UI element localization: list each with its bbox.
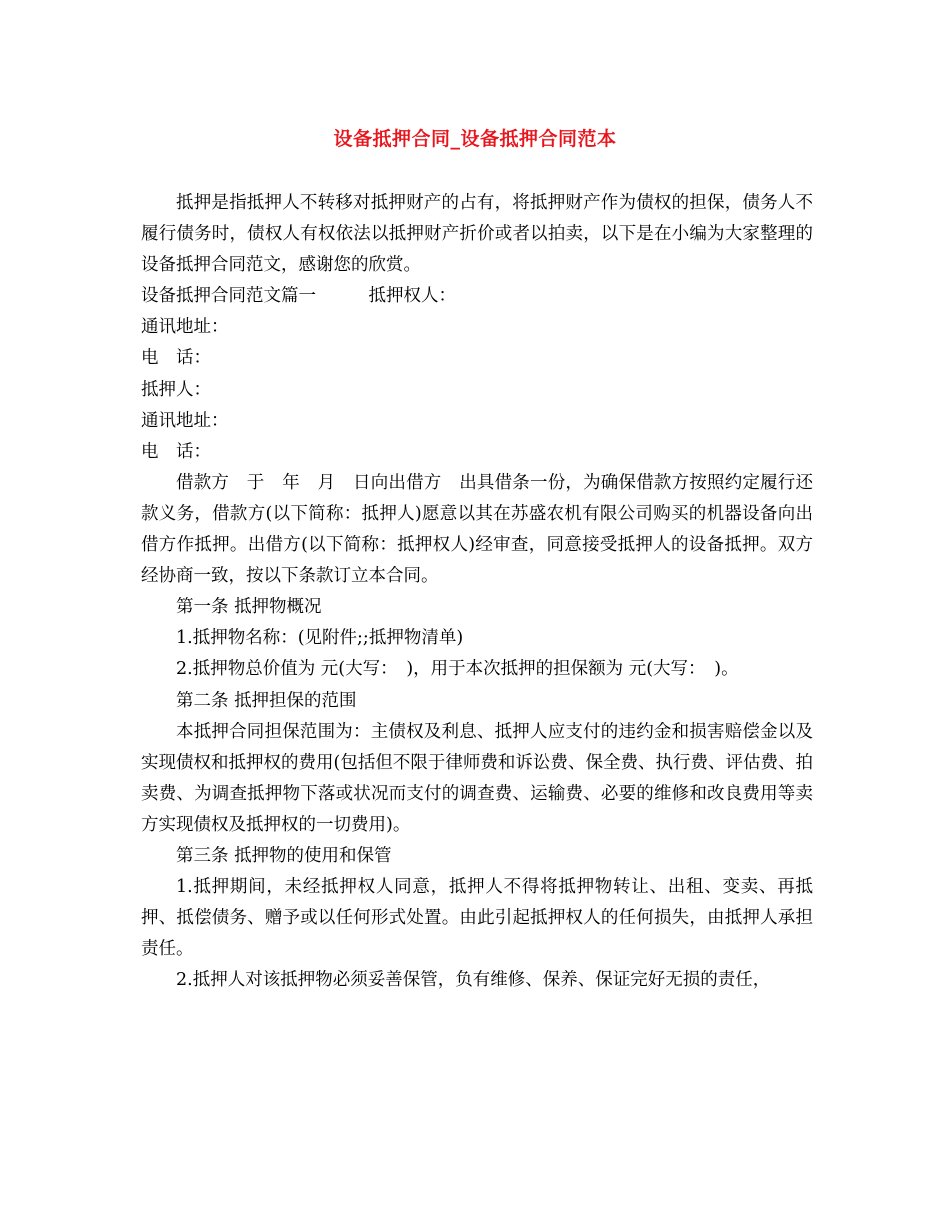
intro-paragraph: 抵押是指抵押人不转移对抵押财产的占有，将抵押财产作为债权的担保，债务人不履行债务时，债权人有权依法以抵押财产折价或者以拍卖，以下是在小编为大家整理的设备抵押合同范文，感谢您的欣赏。: [141, 193, 813, 276]
article-three-heading: 第三条 抵押物的使用和保管: [176, 845, 392, 866]
article-one-item-1: 1.抵押物名称：(见附件;;抵押物清单): [176, 628, 464, 649]
mortgagor-field: 抵押人：: [141, 379, 211, 400]
article-three-item-1: 1.抵押期间，未经抵押权人同意，抵押人不得将抵押物转让、出租、变卖、再抵押、抵偿债务、赠予或以任何形式处置。由此引起抵押权人的任何损失，由抵押人承担责任。: [141, 877, 813, 960]
mortgagee-address-field: 通讯地址：: [141, 317, 229, 338]
article-one-item-2: 2.抵押物总价值为 元(大写： )，用于本次抵押的担保额为 元(大写： )。: [176, 659, 739, 680]
article-three-item-2: 2.抵押人对该抵押物必须妥善保管，负有维修、保养、保证完好无损的责任，: [176, 970, 771, 991]
mortgagor-phone-field: 电 话：: [141, 441, 211, 462]
document-body: [141, 188, 813, 996]
document-title: 设备抵押合同_设备抵押合同范本: [333, 128, 617, 150]
mortgagee-phone-field: 电 话：: [141, 348, 211, 369]
loan-paragraph: 借款方 于 年 月 日向出借方 出具借条一份，为确保借款方按照约定履行还款义务，借款方(以下简称：抵押人)愿意以其在苏盛农机有限公司购买的机器设备向出借方作抵押。出借方(以下简称：抵押权人)经审查，同意接受抵押人的设备抵押。双方经协商一致，按以下条款订立本合同。: [141, 472, 813, 587]
article-two-paragraph: 本抵押合同担保范围为：主债权及利息、抵押人应支付的违约金和损害赔偿金以及实现债权和抵押权的费用(包括但不限于律师费和诉讼费、保全费、执行费、评估费、拍卖费、为调查抵押物下落或状况而支付的调查费、运输费、必要的维修和改良费用等卖方实现债权及抵押权的一切费用)。: [141, 721, 813, 835]
mortgagor-address-field: 通讯地址：: [141, 410, 229, 431]
article-one-heading: 第一条 抵押物概况: [176, 597, 322, 618]
section-heading-template-one: 设备抵押合同范文篇一 抵押权人：: [141, 286, 456, 307]
article-two-heading: 第二条 抵押担保的范围: [176, 690, 357, 711]
